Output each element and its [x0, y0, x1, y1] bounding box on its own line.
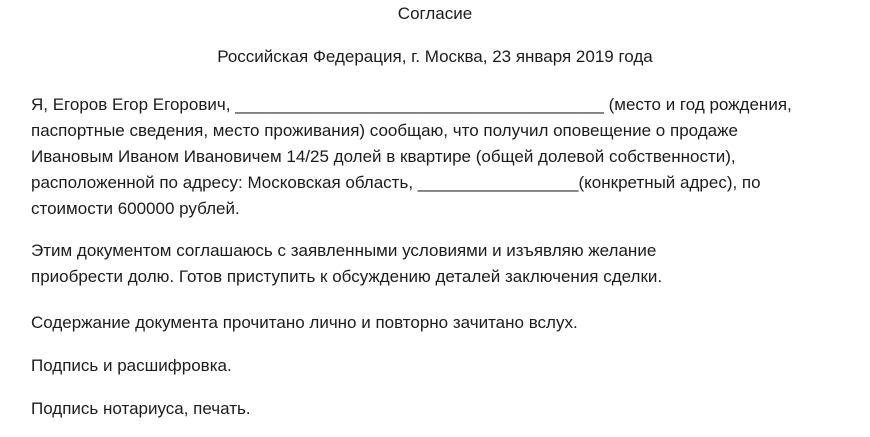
paragraph-consent: [31, 238, 851, 290]
paragraph-line: расположенной по адресу: Московская область, _________________(конкретный адрес), по: [31, 173, 761, 192]
notary-signature-line: Подпись нотариуса, печать.: [31, 399, 251, 418]
signature-line: Подпись и расшифровка.: [31, 356, 232, 375]
paragraph-line: стоимости 600000 рублей.: [31, 199, 240, 218]
document-title: Согласие: [397, 4, 473, 23]
paragraph-line: паспортные сведения, место проживания) сообщаю, что получил оповещение о продаже: [31, 121, 738, 140]
paragraph-notice: [31, 92, 851, 222]
paragraph-read-aloud: Содержание документа прочитано лично и повторно зачитано вслух.: [31, 313, 578, 332]
place-date-line: Российская Федерация, г. Москва, 23 января 2019 года: [217, 47, 653, 66]
paragraph-line: Ивановым Иваном Ивановичем 14/25 долей в квартире (общей долевой собственности),: [31, 147, 736, 166]
paragraph-line: Я, Егоров Егор Егорович, _______________________________________ (место и год рождения,: [31, 95, 792, 114]
paragraph-line: Этим документом соглашаюсь с заявленными условиями и изъявляю желание: [31, 241, 657, 260]
paragraph-line: приобрести долю. Готов приступить к обсуждению деталей заключения сделки.: [31, 267, 663, 286]
